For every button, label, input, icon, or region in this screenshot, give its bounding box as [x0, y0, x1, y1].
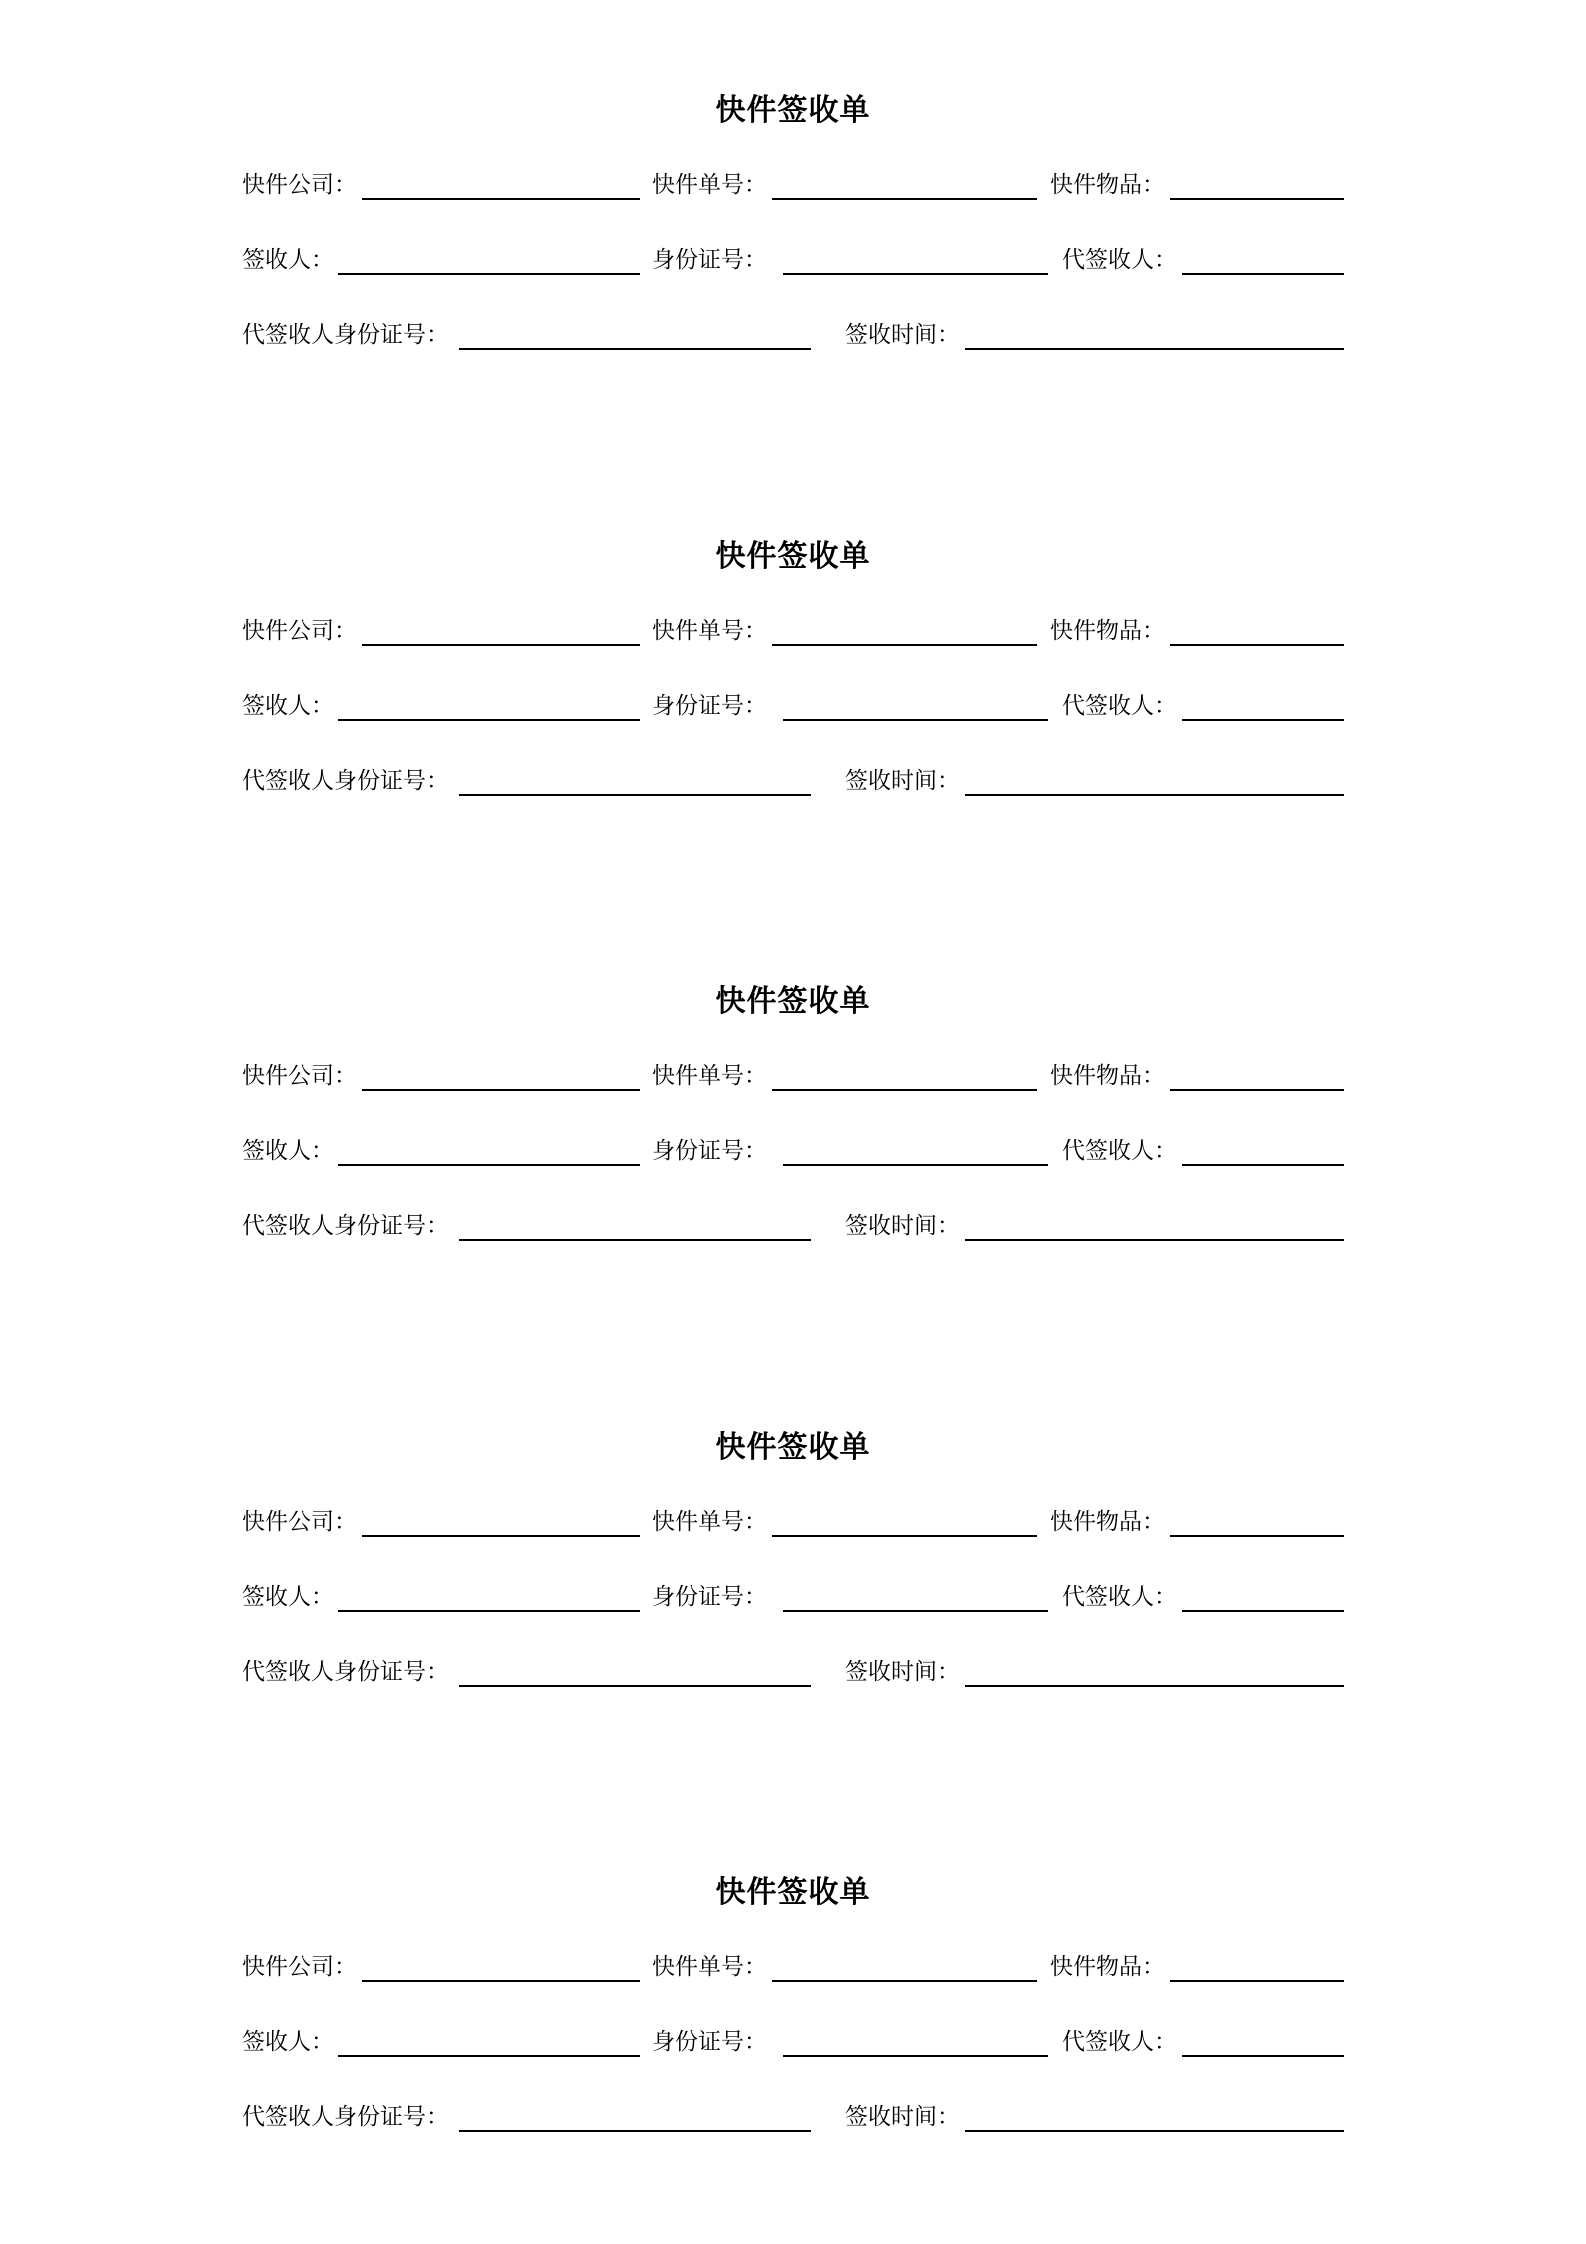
signing-time-field-line[interactable] — [965, 348, 1344, 350]
company-label: 快件公司： — [242, 1954, 357, 1980]
recipient-field-line[interactable] — [338, 273, 640, 275]
proxy-id-number-field-line[interactable] — [459, 1239, 811, 1241]
id-number-label: 身份证号： — [652, 1138, 767, 1164]
proxy-id-number-field-line[interactable] — [459, 348, 811, 350]
delivery-receipt-slip — [0, 91, 1586, 391]
proxy-id-number-label: 代签收人身份证号： — [242, 768, 449, 794]
item-label: 快件物品： — [1050, 1954, 1165, 1980]
delivery-receipt-slip — [0, 1873, 1586, 2173]
id-number-field-line[interactable] — [783, 1164, 1048, 1166]
tracking-number-field-line[interactable] — [772, 1980, 1037, 1982]
proxy-id-number-field-line[interactable] — [459, 1685, 811, 1687]
id-number-field-line[interactable] — [783, 719, 1048, 721]
id-number-field-line[interactable] — [783, 273, 1048, 275]
id-number-field-line[interactable] — [783, 1610, 1048, 1612]
company-field-line[interactable] — [362, 644, 640, 646]
tracking-number-field-line[interactable] — [772, 1089, 1037, 1091]
proxy-recipient-field-line[interactable] — [1182, 1610, 1344, 1612]
recipient-field-line[interactable] — [338, 2055, 640, 2057]
item-field-line[interactable] — [1170, 198, 1344, 200]
slip-title: 快件签收单 — [715, 93, 871, 128]
proxy-recipient-label: 代签收人： — [1062, 693, 1177, 719]
tracking-number-field-line[interactable] — [772, 644, 1037, 646]
company-label: 快件公司： — [242, 1509, 357, 1535]
signing-time-label: 签收时间： — [845, 1213, 960, 1239]
signing-time-label: 签收时间： — [845, 768, 960, 794]
company-field-line[interactable] — [362, 198, 640, 200]
proxy-id-number-label: 代签收人身份证号： — [242, 2104, 449, 2130]
proxy-recipient-field-line[interactable] — [1182, 719, 1344, 721]
signing-time-field-line[interactable] — [965, 1239, 1344, 1241]
recipient-field-line[interactable] — [338, 1610, 640, 1612]
item-field-line[interactable] — [1170, 644, 1344, 646]
proxy-id-number-field-line[interactable] — [459, 794, 811, 796]
company-field-line[interactable] — [362, 1980, 640, 1982]
company-field-line[interactable] — [362, 1089, 640, 1091]
proxy-recipient-label: 代签收人： — [1062, 1138, 1177, 1164]
slip-title: 快件签收单 — [715, 1875, 871, 1910]
recipient-label: 签收人： — [242, 2029, 334, 2055]
item-label: 快件物品： — [1050, 618, 1165, 644]
tracking-number-label: 快件单号： — [652, 618, 767, 644]
item-label: 快件物品： — [1050, 172, 1165, 198]
tracking-number-label: 快件单号： — [652, 1954, 767, 1980]
slip-title: 快件签收单 — [715, 1430, 871, 1465]
tracking-number-label: 快件单号： — [652, 1063, 767, 1089]
item-field-line[interactable] — [1170, 1980, 1344, 1982]
company-label: 快件公司： — [242, 172, 357, 198]
id-number-field-line[interactable] — [783, 2055, 1048, 2057]
delivery-receipt-slip — [0, 537, 1586, 837]
tracking-number-field-line[interactable] — [772, 1535, 1037, 1537]
proxy-id-number-label: 代签收人身份证号： — [242, 322, 449, 348]
tracking-number-label: 快件单号： — [652, 172, 767, 198]
tracking-number-field-line[interactable] — [772, 198, 1037, 200]
item-field-line[interactable] — [1170, 1535, 1344, 1537]
delivery-receipt-slip — [0, 982, 1586, 1282]
recipient-field-line[interactable] — [338, 719, 640, 721]
recipient-field-line[interactable] — [338, 1164, 640, 1166]
signing-time-field-line[interactable] — [965, 2130, 1344, 2132]
proxy-recipient-field-line[interactable] — [1182, 1164, 1344, 1166]
proxy-recipient-label: 代签收人： — [1062, 247, 1177, 273]
tracking-number-label: 快件单号： — [652, 1509, 767, 1535]
signing-time-field-line[interactable] — [965, 1685, 1344, 1687]
company-label: 快件公司： — [242, 1063, 357, 1089]
proxy-recipient-field-line[interactable] — [1182, 273, 1344, 275]
proxy-id-number-field-line[interactable] — [459, 2130, 811, 2132]
slip-title: 快件签收单 — [715, 539, 871, 574]
signing-time-label: 签收时间： — [845, 1659, 960, 1685]
item-label: 快件物品： — [1050, 1509, 1165, 1535]
recipient-label: 签收人： — [242, 1584, 334, 1610]
recipient-label: 签收人： — [242, 1138, 334, 1164]
id-number-label: 身份证号： — [652, 2029, 767, 2055]
signing-time-label: 签收时间： — [845, 2104, 960, 2130]
company-label: 快件公司： — [242, 618, 357, 644]
proxy-recipient-label: 代签收人： — [1062, 2029, 1177, 2055]
recipient-label: 签收人： — [242, 247, 334, 273]
slip-title: 快件签收单 — [715, 984, 871, 1019]
company-field-line[interactable] — [362, 1535, 640, 1537]
item-field-line[interactable] — [1170, 1089, 1344, 1091]
delivery-receipt-slip — [0, 1428, 1586, 1728]
id-number-label: 身份证号： — [652, 693, 767, 719]
id-number-label: 身份证号： — [652, 247, 767, 273]
recipient-label: 签收人： — [242, 693, 334, 719]
item-label: 快件物品： — [1050, 1063, 1165, 1089]
proxy-id-number-label: 代签收人身份证号： — [242, 1659, 449, 1685]
proxy-id-number-label: 代签收人身份证号： — [242, 1213, 449, 1239]
id-number-label: 身份证号： — [652, 1584, 767, 1610]
proxy-recipient-field-line[interactable] — [1182, 2055, 1344, 2057]
signing-time-label: 签收时间： — [845, 322, 960, 348]
proxy-recipient-label: 代签收人： — [1062, 1584, 1177, 1610]
signing-time-field-line[interactable] — [965, 794, 1344, 796]
